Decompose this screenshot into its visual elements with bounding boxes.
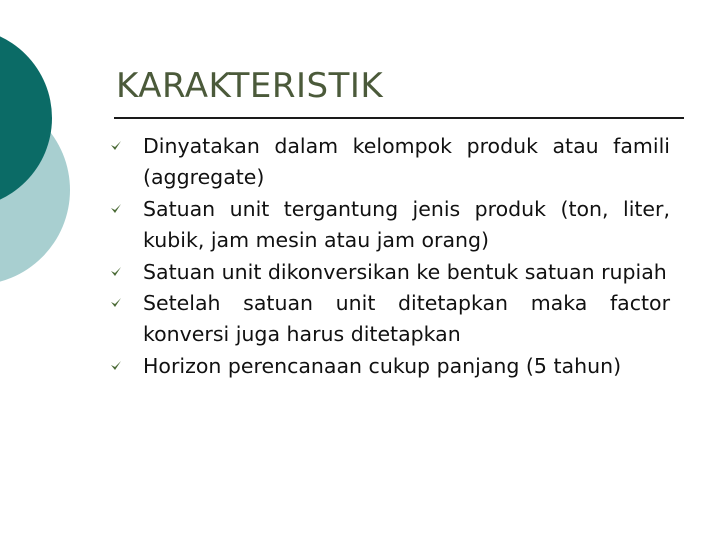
checkmark-bullet-icon xyxy=(110,297,122,309)
bullet-list xyxy=(110,131,670,382)
bullet-item xyxy=(110,351,670,382)
decorative-circles xyxy=(0,0,100,300)
bullet-text: Dinyatakan dalam kelompok produk atau famili (aggregate) xyxy=(143,134,670,190)
title-divider xyxy=(114,117,684,119)
checkmark-bullet-icon xyxy=(110,266,122,278)
checkmark-bullet-icon xyxy=(110,140,122,152)
checkmark-bullet-icon xyxy=(110,360,122,372)
bullet-item xyxy=(110,194,670,257)
bullet-text: Satuan unit dikonversikan ke bentuk satuan rupiah xyxy=(143,259,667,284)
bullet-text: Setelah satuan unit ditetapkan maka factor konversi juga harus ditetapkan xyxy=(143,291,670,347)
bullet-text: Satuan unit tergantung jenis produk (ton, liter, kubik, jam mesin atau jam orang) xyxy=(143,196,670,253)
bullet-text: Horizon perencanaan cukup panjang (5 tahun) xyxy=(143,353,622,378)
checkmark-bullet-icon xyxy=(110,203,122,215)
bullet-item xyxy=(110,288,670,351)
bullet-item xyxy=(110,131,670,194)
slide-title: KARAKTERISTIK xyxy=(116,66,384,106)
bullet-item xyxy=(110,257,670,288)
